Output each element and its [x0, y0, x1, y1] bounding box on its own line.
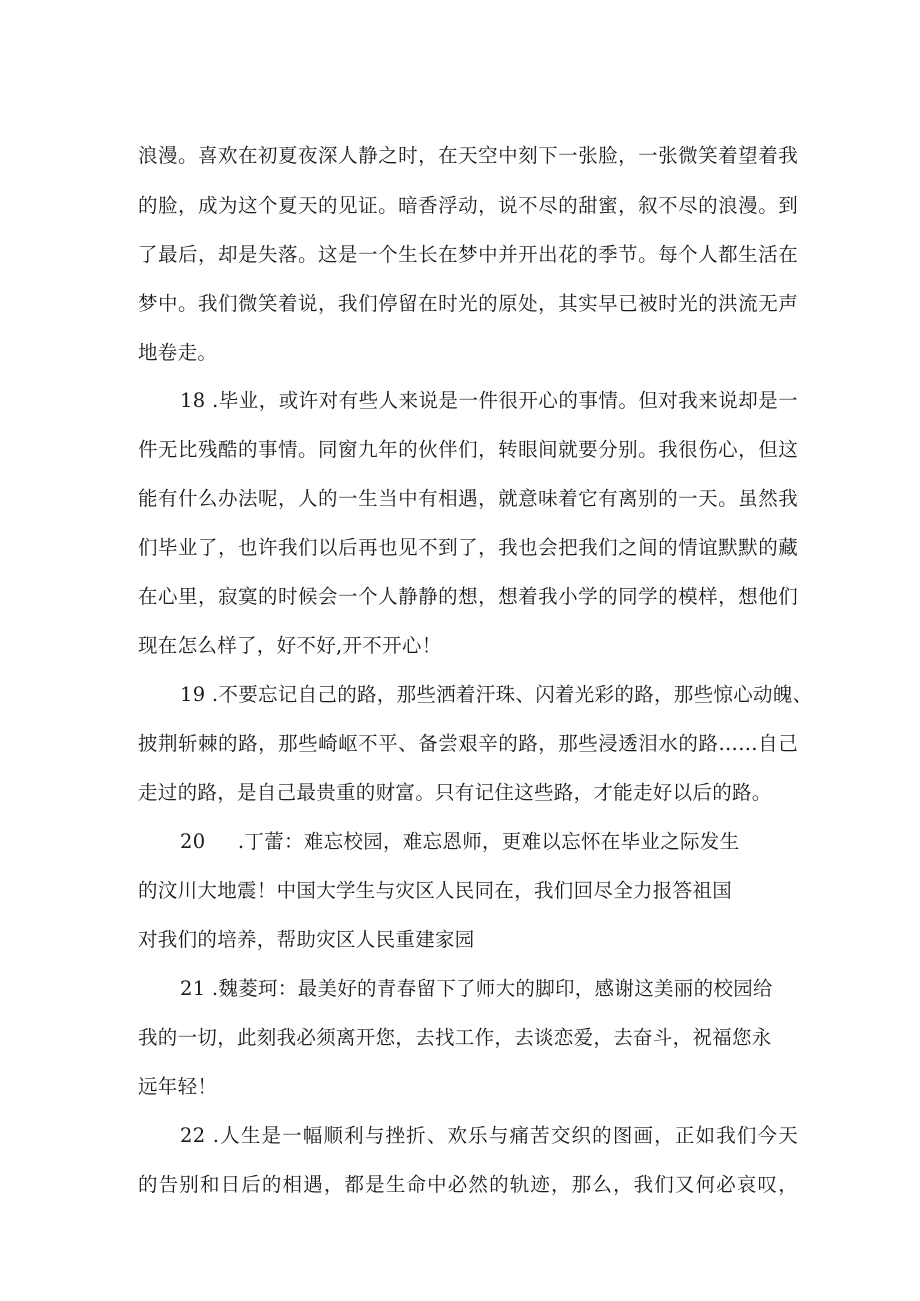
text-line: 梦中。我们微笑着说，我们停留在时光的原处，其实早已被时光的洪流无声	[138, 292, 798, 315]
text-line: 我的一切，此刻我必须离开您，去找工作，去谈恋爱，去奋斗，祝福您永	[138, 1026, 772, 1049]
text-line: 19 .不要忘记自己的路，那些洒着汗珠、闪着光彩的路，那些惊心动魄、	[180, 683, 813, 706]
text-line: 浪漫。喜欢在初夏夜深人静之时，在天空中刻下一张脸，一张微笑着望着我	[138, 144, 798, 167]
text-line: 18 .毕业，或许对有些人来说是一件很开心的事情。但对我来说却是一	[180, 389, 798, 412]
text-line: 现在怎么样了，好不好,开不开心！	[138, 634, 442, 657]
text-line: 的告别和日后的相遇，都是生命中必然的轨迹，那么，我们又何必哀叹，	[138, 1173, 798, 1196]
text-line: 在心里，寂寞的时候会一个人静静的想，想着我小学的同学的模样，想他们	[138, 585, 798, 608]
text-line: 走过的路，是自己最贵重的财富。只有记住这些路，才能走好以后的路。	[138, 781, 772, 804]
text-line: 20 .丁蕾：难忘校园，难忘恩师，更难以忘怀在毕业之际发生	[180, 830, 740, 853]
text-line: 件无比残酷的事情。同窗九年的伙伴们，转眼间就要分别。我很伤心，但这	[138, 438, 798, 461]
text-line: 21 .魏菱珂：最美好的青春留下了师大的脚印，感谢这美丽的校园给	[180, 977, 773, 1000]
text-line: 了最后，却是失落。这是一个生长在梦中并开出花的季节。每个人都生活在	[138, 243, 798, 266]
text-line: 披荆斩棘的路，那些崎岖不平、备尝艰辛的路，那些浸透泪水的路……自己	[138, 732, 798, 755]
text-line: 远年轻！	[138, 1075, 218, 1098]
text-line: 能有什么办法呢，人的一生当中有相遇，就意味着它有离别的一天。虽然我	[138, 487, 798, 510]
text-line: 们毕业了，也许我们以后再也见不到了，我也会把我们之间的情谊默默的藏	[138, 536, 798, 559]
text-line: 对我们的培养，帮助灾区人民重建家园	[138, 928, 475, 951]
text-line: 的脸，成为这个夏天的见证。暗香浮动，说不尽的甜蜜，叙不尽的浪漫。到	[138, 194, 798, 217]
text-line: 22 .人生是一幅顺利与挫折、欢乐与痛苦交织的图画，正如我们今天	[180, 1124, 798, 1147]
text-line: 的汶川大地震！中国大学生与灾区人民同在，我们回尽全力报答祖国	[138, 879, 733, 902]
text-line: 地卷走。	[138, 341, 218, 364]
